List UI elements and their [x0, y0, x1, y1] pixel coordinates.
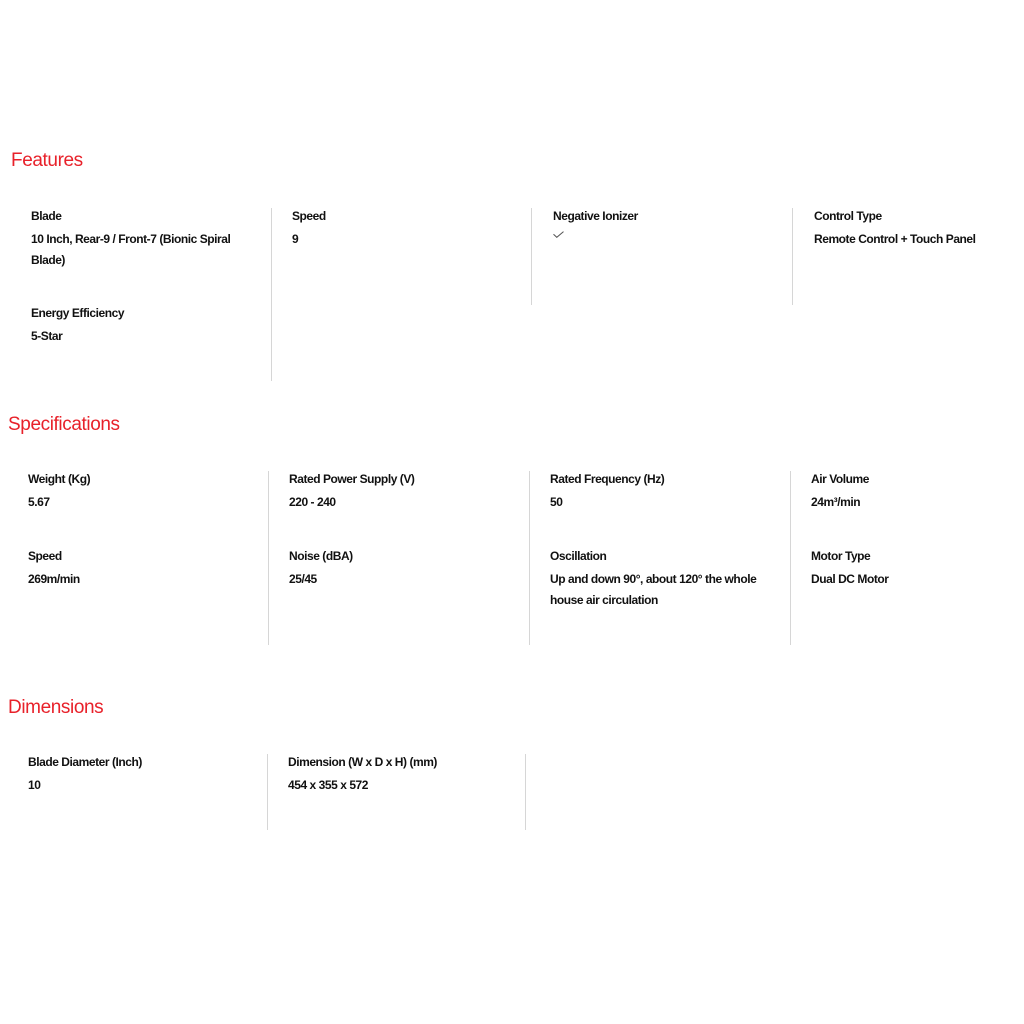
- specifications-title: Specifications: [8, 414, 120, 435]
- dimension-blade-diameter-label: Blade Diameter (Inch): [28, 755, 142, 769]
- spec-weight: [28, 472, 258, 513]
- feature-energy-efficiency: [31, 306, 261, 347]
- feature-negative-ionizer-label: Negative Ionizer: [553, 209, 638, 223]
- dimensions-divider-1: [267, 754, 268, 830]
- spec-speed-value: 269m/min: [28, 572, 80, 586]
- spec-rated-power-supply-label: Rated Power Supply (V): [289, 472, 415, 486]
- feature-speed: [292, 209, 522, 250]
- spec-oscillation-value: Up and down 90°, about 120° the whole house air circulation: [550, 572, 757, 607]
- spec-air-volume: [811, 472, 1016, 513]
- spec-air-volume-label: Air Volume: [811, 472, 869, 486]
- spec-weight-value: 5.67: [28, 495, 50, 509]
- specs-divider-2: [529, 471, 530, 645]
- feature-blade-value: 10 Inch, Rear-9 / Front-7 (Bionic Spiral Blade): [31, 232, 231, 267]
- specs-divider-3: [790, 471, 791, 645]
- dimension-blade-diameter: [28, 755, 258, 796]
- specs-divider-1: [268, 471, 269, 645]
- spec-rated-frequency: [550, 472, 780, 513]
- spec-motor-type-label: Motor Type: [811, 549, 871, 563]
- spec-noise-value: 25/45: [289, 572, 317, 586]
- spec-speed-label: Speed: [28, 549, 62, 563]
- dimension-size-value: 454 x 355 x 572: [288, 778, 368, 792]
- feature-blade-label: Blade: [31, 209, 62, 223]
- spec-oscillation-label: Oscillation: [550, 549, 607, 563]
- feature-negative-ionizer: [553, 209, 783, 243]
- spec-rated-frequency-value: 50: [550, 495, 563, 509]
- spec-noise: [289, 549, 519, 590]
- spec-motor-type-value: Dual DC Motor: [811, 572, 889, 586]
- feature-control-type-label: Control Type: [814, 209, 882, 223]
- feature-energy-efficiency-label: Energy Efficiency: [31, 306, 125, 320]
- dimension-blade-diameter-value: 10: [28, 778, 41, 792]
- spec-rated-power-supply-value: 220 - 240: [289, 495, 336, 509]
- spec-weight-label: Weight (Kg): [28, 472, 91, 486]
- features-divider-2: [531, 208, 532, 305]
- dimensions-title: Dimensions: [8, 697, 104, 718]
- spec-oscillation: [550, 549, 782, 611]
- spec-rated-frequency-label: Rated Frequency (Hz): [550, 472, 665, 486]
- feature-energy-efficiency-value: 5-Star: [31, 329, 63, 343]
- dimensions-divider-2: [525, 754, 526, 830]
- features-divider-1: [271, 208, 272, 381]
- check-icon: [553, 231, 564, 238]
- dimension-size-label: Dimension (W x D x H) (mm): [288, 755, 437, 769]
- features-title: Features: [11, 150, 83, 171]
- feature-control-type: [814, 209, 1019, 250]
- spec-noise-label: Noise (dBA): [289, 549, 353, 563]
- features-divider-3: [792, 208, 793, 305]
- spec-motor-type: [811, 549, 1016, 590]
- spec-air-volume-value: 24m³/min: [811, 495, 861, 509]
- spec-speed: [28, 549, 258, 590]
- feature-control-type-value: Remote Control + Touch Panel: [814, 232, 976, 246]
- feature-speed-value: 9: [292, 232, 299, 246]
- dimension-size: [288, 755, 518, 796]
- feature-blade: [31, 209, 261, 271]
- feature-speed-label: Speed: [292, 209, 326, 223]
- spec-rated-power-supply: [289, 472, 519, 513]
